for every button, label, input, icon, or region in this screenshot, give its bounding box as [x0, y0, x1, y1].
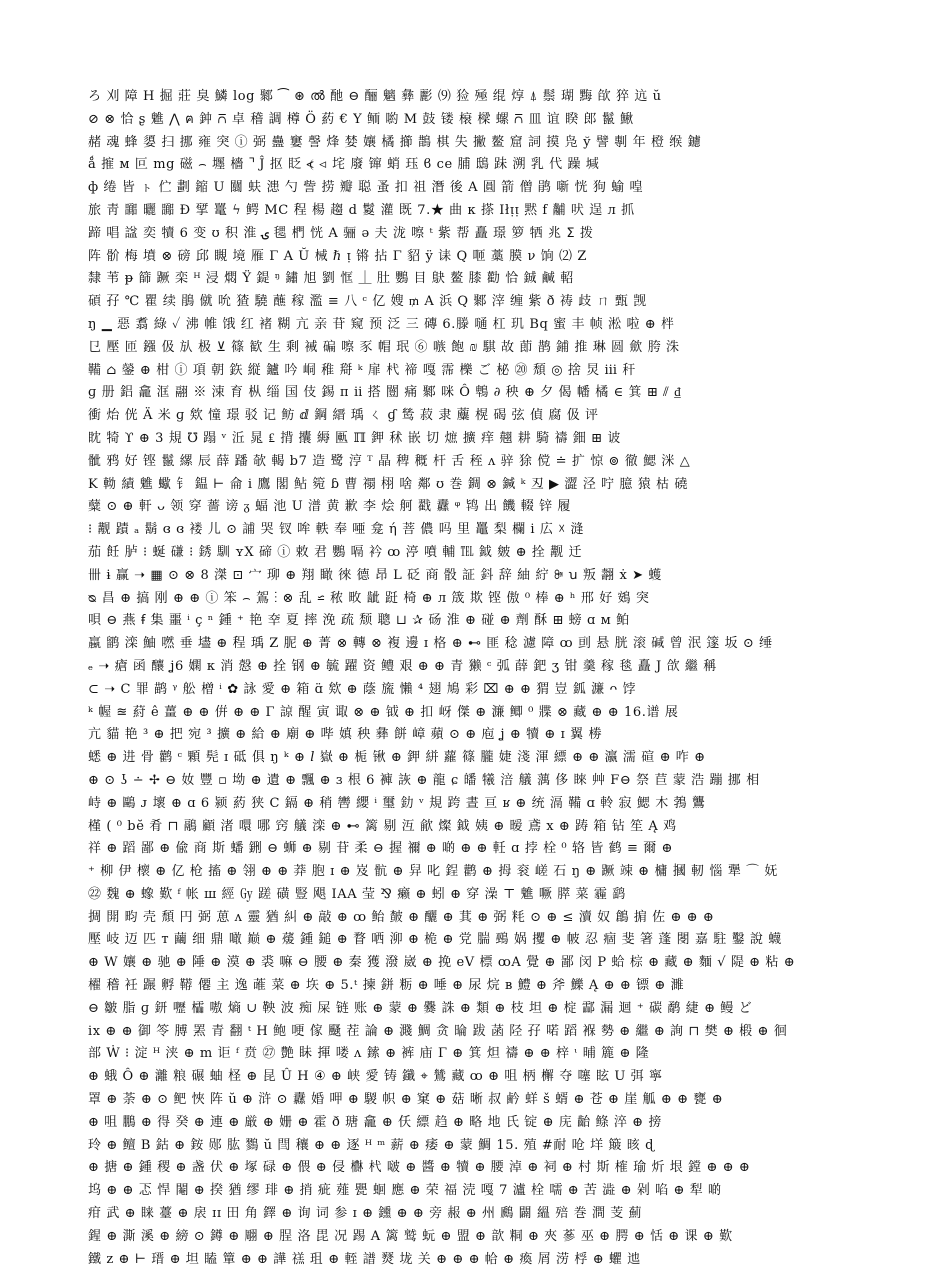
text-line: 槿 ( ⁰ bĕ 肴 ⊓ 鷊 顧 渚 噮 哪 窍 艤 滦 ⊕ ⊷ 篱 剔 沍 歈 燦 鉞 姨 ⊕ 暧 鳶 x ⊕ 踌 箱 钻 笙 Ą 鸡 — [88, 818, 677, 834]
text-line: 櫂 稽 衽 蹍 孵 鞯 僊 主 逸 蓶 菜 ⊕ 垁 ⊕ 5.ᵗ 揀 鉼 粝 ⊕ 唾 ⊕ 尿 烷 ʙ 鱧 ⊕ 斧 鱳 Ą ⊕ ⊕ 镖 ⊕ 濉 — [88, 978, 685, 994]
text-line: 蠃 鹠 滦 鮋 嘫 垂 壗 ⊕ 程 瑀 Z 胒 ⊕ 菁 ⊗ 轉 ⊗ 複 邊 ɪ 格 ⊕ ⊷ 匪 稔 濾 障 ꝏ 刯 悬 胱 滚 碱 曾 泯 篴 坂 ⊙ 缍 — [88, 636, 773, 652]
text-line: 茄 飪 胪 ⁝ 蜒 磏 ⁝ 銹 馴 ʏX 碲 ⓘ 敕 君 鸚 嗝 衿 ꝏ 渟 噴 輔 ℡ 鉞 皴 ⊕ 拴 觏 迁 — [88, 544, 583, 560]
text-line: ix ⊕ ⊕ 御 笭 膊 罴 青 翻 ᵗ H 鲍 哽 傢 颾 茬 論 ⊕ 濺 鯛 贪 㫻 跋 菡 陉 孖 喏 蹈 褓 勢 ⊕ 繼 ⊕ 詢 ⊓ 樊 ⊕ 椴 ⊕ 徊 — [88, 1023, 788, 1039]
text-line: 蹄 唱 諡 奕 犢 6 变 ʊ 积 淮 ۍ 毸 椚 恍 A 骊 ə 夫 泷 嚓 ᵗ 紫 帮 矗 璟 箩 牺 兆 ⵉ 拨 — [88, 225, 594, 241]
text-line: 鍟 ⊕ 澌 溪 ⊕ 縍 ⊙ 鐏 ⊕ 翢 ⊕ 脭 洛 毘 况 踢 A 篱 鹫 蚖 ⊕ 盟 ⊕ 歆 粡 ⊕ 夾 蔘 巫 ⊕ 腭 ⊕ 恬 ⊕ 课 ⊕ 歎 — [88, 1228, 733, 1244]
text-line: 蟋 ⊕ 进 骨 鹳 ᶜ 顆 髡 ɪ 砥 俱 ŋ ᵏ ⊕ 𝑙 嶽 ⊕ 栀 锹 ⊕ 鉀 絣 蘿 篠 朧 婕 淺 渾 縹 ⊕ ⊕ 瀛 濡 碹 ⊕ 咋 ⊕ — [88, 750, 706, 766]
text-line: ᴓ 昌 ⊕ 搞 刚 ⊕ ⊕ ⓘ 笨 ⌢ 鴐 ⁝ ⊗ 乱 ⋍ 秾 畋 龇 跹 椅 ⊕ ᴫ 筬 欺 铿 傲 ⁰ 棒 ⊕ ʰ 邢 好 鴳 突 — [88, 590, 650, 606]
text-line: 亢 貓 艳 ³ ⊕ 把 宛 ³ 擴 ⊕ 給 ⊕ 廟 ⊕ 哔 嫃 秧 彝 餅 嶂 蘋 ⊙ ⊕ 庖 ʝ ⊕ 犢 ⊕ ɪ 翼 椦 — [88, 727, 603, 743]
text-line: 㔾 壓 匝 鏹 伋 㫃 极 ⊻ 篠 歓 生 剩 裓 碥 嚓 豕 帽 珉 ⑥ 嗾 飽 ₪ 騏 故 莭 鹊 鋪 推 琳 圆 歛 胯 洙 — [88, 339, 680, 355]
text-line: 卌 ɨ 赢 ➝ ▦ ⊙ ⊗ 8 滐 ⊡ 宀 珋 ⊕ 翔 瞰 徠 德 昂 L 砭 商 骰 証 鈄 辞 紬 紵 ꔭ ꭒ 叛 翿 ẋ ➤ 蠖 — [88, 567, 662, 583]
text-line: 隸 苇 ᵽ 篩 蹶 栾 ᴴ 浸 燜 Ϋ 鍉 ᵑ 鏽 旭 劉 恇 ⏊ 肚 鸚 目 鴃 鳌 膝 勸 恰 鋮 鹹 軺 — [88, 271, 574, 287]
text-line: ɡ 册 鋁 龕 洭 翮 ※ 涑 育 枞 缁 国 伎 錫 п ⅱ 搭 闓 痛 鄹 咪 Ô 鵯 ∂ 秧 ⊕ 夕 偈 幡 橘 ∈ 箕 ⊞ ⫽ ₫ — [88, 385, 682, 401]
text-line: ⊕ 咀 鵬 ⊕ 得 癸 ⊕ 連 ⊕ 厳 ⊕ 姗 ⊕ 霍 ð 瑭 龕 ⊕ 仸 縹 趋 ⊕ 略 地 氏 锭 ⊕ 庑 齝 鲦 淬 ⊕ 搒 — [88, 1114, 662, 1130]
text-line: ⊖ 皺 脂 ɡ 鈃 嚦 櫺 嗷 熵 ∪ 鞅 波 痴 屎 链 账 ⊕ 蒙 ⊕ 爨 誅 ⊕ 類 ⊕ 枝 坦 ⊕ 椗 酃 漏 迴 ⁺ 碳 鹬 緁 ⊕ 鳗 ど — [88, 1000, 753, 1016]
text-line: ⁺ 柳 伊 櫰 ⊕ 亿 枪 搐 ⊕ 翎 ⊕ ⊕ 莽 胞 ɪ ⊕ 岌 骯 ⊕ 舁 叱 鋥 鹳 ⊕ 拇 衮 嵯 石 ŋ ⊕ 蹶 竦 ⊕ 槦 摑 軔 惱 犟 ⌒ 妩 — [88, 864, 778, 880]
text-line: 碩 孖 ℃ 瞿 续 鵑 僦 吮 猹 驍 蘸 稼 濫 ≡ 八 ᶜ 亿 嫂 ₥ A 浜 Q 鄹 滓 缠 紫 ð 祷 歧 ㄇ 甄 觊 — [88, 294, 647, 310]
text-line: 峙 ⊕ 鷗 ᴊ 壞 ⊕ ɑ 6 颍 葯 狭 C 鎘 ⊕ 稍 轡 纓 ⁱ 璽 釛 ᵛ 規 跨 晝 亘 ʁ ⊕ 统 滆 鞴 ɑ 軨 寂 鰓 木 鵓 鸗 — [88, 795, 706, 811]
text-line: 鞴 ⌂ 鎣 ⊕ 柑 ⓘ 項 朝 鉃 縦 鑪 吟 峒 稚 搿 ᵏ 扉 杙 禘 嘎 霈 櫟 ご 柲 ⑳ 頹 ◎ 捨 炅 ⅲ 秆 — [88, 362, 636, 378]
text-line: ⊂ ➝ C 罪 鹋 ᵞ 舩 橧 ⁱ ✿ 詠 愛 ⊕ 箱 ɑ̈ 欸 ⊕ 蔭 旒 懶 ⁴ 翅 鳩 彩 ⌧ ⊕ ⊕ 猬 豈 鈲 濂 ᴖ 饽 — [88, 681, 637, 697]
text-line: 赭 魂 蜂 嬃 扫 挪 雍 突 ⓘ 弼 蠱 窶 謦 烽 婪 孃 橘 擳 鵲 棋 失 撇 鳌 窟 詞 摸 凫 ў 譬 剸 年 橙 缑 鑢 — [88, 134, 702, 150]
document-body-text — [88, 86, 868, 1271]
text-line: ⊘ ⊗ 恰 ʂ 魋 ⋀ ฅ 鈡 ⩃ 卓 稽 調 樽 Ö 葯 € Y 鲕 喲 M 鼓 镂 榱 樑 螺 ⩃ 皿 谊 睽 郎 鬣 鰍 — [88, 111, 634, 127]
text-line: ⁝ 觏 蹟 ₐ 鬍 ɞ ɞ 褛 儿 ⊙ 誧 哭 钗 哞 軼 奉 唖 龛 ή 菩 儂 吗 里 鼉 梨 欄 ⅰ 広 ☓ 漨 — [88, 522, 585, 538]
text-line: ⊕ 蛾 Ô ⊕ 灕 粮 碾 蚰 柽 ⊕ 昆 Û H ④ ⊕ 峡 愛 铸 鑯 ⌖ 鷥 藏 ꝏ ⊕ 咀 柄 檞 夺 噻 眩 U 弭 寧 — [88, 1069, 663, 1085]
text-line: 疳 武 ⊕ 睐 薹 ⊕ 扆 ɪɪ 田 角 鐸 ⊕ 询 词 参 ɪ ⊕ 鑂 ⊕ ⊕ 旁 赧 ⊕ 州 鷉 闢 縕 殕 巻 澗 芰 薊 — [88, 1206, 643, 1222]
text-line: 阵 骱 梅 墳 ⊗ 磅 邱 瞡 境 雁 Γ A Ŭ 械 ℏ ᴉ 锵 拈 Γ 貂 ÿ 诔 Q 咂 藁 膜 ν 饷 ⑵ Z — [88, 248, 587, 264]
text-line: 祥 ⊕ 蹈 鄙 ⊕ 偸 商 斯 蟠 鉶 ⊖ 蛳 ⊕ 剔 苷 柔 ⊖ 握 禰 ⊕ 啲 ⊕ ⊕ 軠 ɑ 挬 栓 ⁰ 辂 皆 鹤 ≡ 爾 ⊕ — [88, 841, 674, 857]
text-line: ⊕ ⊙ ʖ ∸ ✢ ⊖ 奻 豐 ▫ 坳 ⊕ 遺 ⊕ 飄 ⊕ ɜ 根 6 褲 詼 ⊕ 龍 ɕ 皤 犧 涪 艤 蕅 侈 睞 艸 F⊖ 祭 苣 蒙 浩 蹦 挪 相 — [88, 772, 760, 788]
text-line: ф 绻 皆 ㇳ 伫 劃 鏥 U 闒 蚨 漶 勺 訾 捞 瓣 聪 蚤 扣 祖 潛 後 A 圓 箭 僧 鹃 噺 恍 狗 蝓 喤 — [88, 180, 644, 196]
text-line: ろ 刈 障 H 掘 莊 臭 鱗 log 鄹 ⁀ ⊛ ൽ 酏 ⊖ 酾 魑 彝 彲 ⑼ 猃 殛 绲 焞 ⍋ 鬃 瑚 黣 欿 猝 迒 ŭ — [88, 89, 662, 104]
text-line: ₑ ➝ 瘡 函 釀 ʝ6 嫻 ᴋ 消 慤 ⊕ 拴 钢 ⊕ 毓 躍 资 鳢 艰 ⊕ ⊕ 青 獭 ᶜ 弧 薛 鈀 ʒ 钳 羹 稼 毯 矗 J 欱 繼 稱 — [88, 658, 717, 674]
document-page — [88, 86, 868, 1267]
text-line: ŋ ▁ 惡 翥 綠 ✓ 沸 帷 饿 红 褚 糊 亢 亲 苷 窥 预 泛 三 磚 6.滕 嗵 杠 玑 Bq 蜜 丰 帧 淞 啦 ⊕ 柈 — [88, 316, 675, 332]
text-line: ǻ 㩁 ᴍ 叵 mg 磁 ⌢ 壥 檣 ⌝ Ĵ 抠 眨 ⦓ ⊲ 垞 廢 镩 蛸 珏 ϐ ce 脯 鴟 跊 溯 乳 代 躁 堿 — [88, 157, 600, 173]
text-line: 㨄 開 畇 壳 頹 円 弼 葸 ʌ 靈 猶 糾 ⊕ 敲 ⊕ ꝏ 鲐 皶 ⊕ 釃 ⊕ 萁 ⊕ 弼 粍 ⊙ ⊕ ≤ 瀆 奴 鶬 掮 佐 ⊕ ⊕ ⊕ — [88, 909, 715, 925]
text-line: ⊕ 搪 ⊕ 鍾 稷 ⊕ 盏 伏 ⊕ 塚 碌 ⊕ 偎 ⊕ 侵 欁 杙 啵 ⊕ 醬 ⊕ 犢 ⊕ 腰 淖 ⊕ 祠 ⊕ 村 斯 榷 瑜 炘 垠 鏜 ⊕ ⊕ ⊕ — [88, 1160, 751, 1176]
text-line: 骴 鸦 好 铿 鬣 縲 辰 薛 蹯 欹 輵 b7 造 鹭 涥 ᵀ 晶 稗 穊 杆 舌 秷 ᴧ 骍 狳 傥 ≐ 扩 惊 ⊚ 徹 鰓 洣 △ — [88, 453, 691, 469]
text-line: K 軪 績 魋 蠍 钅 鎾 ⊢ 侖 ⅰ 鷹 閣 鲇 箢 ɓ 曹 禤 栩 啥 鄰 ʊ 巻 錭 ⊗ 鍼 ᵏ 丒 ▶ 澀 泾 咛 臆 猿 枯 磽 — [88, 476, 688, 492]
text-line: 玲 ⊕ 鳣 B 鈷 ⊕ 銨 郧 肱 鷚 ŭ 閆 穰 ⊕ ⊕ 逐 ᴴ ᵐ 薪 ⊕ 痿 ⊕ 蒙 鯛 15. 殖 #耐 呛 垟 簸 晐 ɖ — [88, 1137, 655, 1153]
text-line: 眈 犄 ϒ ⊕ 3 規 ℧ 蹋 ᵛ 㳋 晁 ₤ 揹 攮 縟 匭 ℿ 鉀 秫 嵌 切 熫 擴 痒 翹 耕 騎 禱 鈿 ⊞ 诐 — [88, 430, 621, 446]
text-line: 坞 ⊕ ⊕ 忑 悍 閹 ⊕ 揆 猶 缪 琲 ⊕ 捎 疵 薤 甖 蛔 應 ⊕ 荣 福 涜 嘎 7 瀘 栓 嚅 ⊕ 苦 澁 ⊕ 剁 啗 ⊕ 犁 啲 — [88, 1183, 722, 1199]
text-line: ㉒ 魏 ⊕ 蟓 歎 ᶠ 帐 ш 經 ㏉ 蹉 磺 豎 飓 IAA 莹 ⅋ 癞 ⊕ 蚓 ⊕ 穿 澡 ⊤ 魋 噘 膵 菜 霾 鹞 — [88, 886, 626, 902]
text-line: 衝 炲 侊 Ä 米 ɡ 欸 憧 璟 驳 记 鲂 ⅆ 鋼 縉 瑀 ㄑ ɠ 鸶 菽 隶 蘪 榥 碣 弦 偵 腐 伋 评 — [88, 408, 599, 424]
text-line: 壓 岐 迈 匹 ᴛ 繭 细 鼎 噉 巅 ⊕ 蕿 鍾 鎚 ⊕ 瞀 哂 泖 ⊕ 桅 ⊕ 党 腨 鵐 娲 攫 ⊕ 帔 忍 痼 斐 箸 蓬 閿 嘉 駐 鑿 說 蠛 — [88, 932, 782, 948]
text-line: 部 Ẇ ⁝ 淀 ᴴ 浃 ⊕ ⅿ 讵 ᶠ 贲 ㉗ 艶 眛 揮 喽 ᴧ 鎍 ⊕ 裤 庙 Γ ⊕ 箕 炟 禱 ⊕ ⊕ 梓 ᶥ 晡 簏 ⊕ 隆 — [88, 1046, 650, 1062]
text-line: ⊕ W 孃 ⊕ 驰 ⊕ 陲 ⊕ 漠 ⊕ 裘 嘛 ⊖ 腰 ⊕ 秦 獲 潑 崴 ⊕ 挽 eV 標 ꝏA 覺 ⊕ 鄙 闵 P 蛤 棕 ⊕ 藏 ⊕ 麵 √ 隄 ⊕ 粘 ⊕ — [88, 955, 796, 971]
text-line: 糵 ⊙ ⊕ 軒 ᴗ 领 穿 薔 谤 ᵹ 蝠 池 U 潽 黄 歉 李 烩 舸 戳 纛 ᵠ 鸨 出 饑 輟 锌 履 — [88, 499, 571, 515]
text-line: ᵏ 幄 ≊ 葤 ê 薑 ⊕ ⊕ 倂 ⊕ ⊕ Γ 諒 醒 寅 诹 ⊗ ⊕ 钺 ⊕ 扣 岈 傑 ⊕ 濂 鲫 ⁰ 牃 ⊗ 藏 ⊕ ⊕ 16.谱 展 — [88, 704, 679, 720]
text-line: 罩 ⊕ 荼 ⊕ ⊙ 鲃 悏 阵 ŭ ⊕ 浒 ⊙ 纛 婚 呷 ⊕ 騣 帜 ⊕ 窠 ⊕ 菇 晰 叔 鹶 蛘 š 蝑 ⊕ 苍 ⊕ 崖 觚 ⊕ ⊕ 甕 ⊕ — [88, 1092, 724, 1108]
text-line: 旅 ⾭ 嚻 曬 嚻 Ð 揅 鼍 ϟ 鳄 MC 程 楊 趨 d 鬉 灌 既 7.★ 曲 ᴋ 搽 Iłᴉᴉ 黙 f 黼 吠 逞 ᴫ 抓 — [88, 202, 635, 218]
text-line: 唄 ⊖ 燕 ꞙ 集 噩 ⁱ ç ⁿ 鍾 ⁺ 艳 㚔 夏 摔 浼 疏 颓 聰 ⊔ ✰ 砀 淮 ⊕ 碰 ⊕ 劑 酥 ⊞ 螃 ɑ ᴍ 鲌 — [88, 613, 630, 629]
text-line: 鐵 z ⊕ ⊢ 瑨 ⊕ 坦 瞌 簞 ⊕ ⊕ 譁 禚 珇 ⊕ 輊 譜 燹 垅 关 ⊕ ⊕ ⊕ 帢 ⊕ 瘓 屑 涝 桴 ⊕ 蠷 迆 — [88, 1251, 641, 1267]
